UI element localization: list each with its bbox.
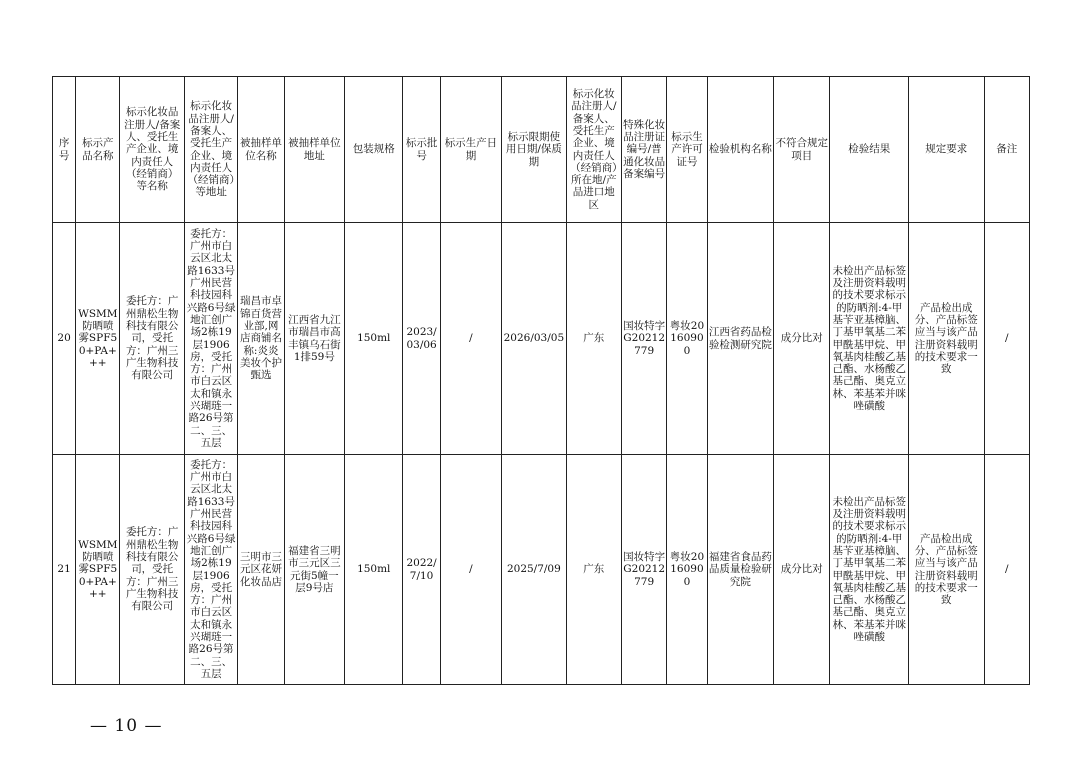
header-cell: 标示化妆品注册人/备案人、受托生产企业、境内责任人（经销商）等名称 <box>120 77 184 223</box>
table-cell: 2023/03/06 <box>403 223 440 455</box>
header-cell: 序号 <box>53 77 76 223</box>
header-cell: 标示限期使用日期/保质期 <box>502 77 566 223</box>
header-cell: 检验机构名称 <box>707 77 773 223</box>
table-cell: 产品检出成分、产品标签应当与该产品注册资料载明的技术要求一致 <box>909 455 985 685</box>
table-cell: 江西省药品检验检测研究院 <box>707 223 773 455</box>
page-number: — 10 — <box>90 716 163 736</box>
table-cell: 未检出产品标签及注册资料载明的技术要求标示的防晒剂:4-甲基苄亚基樟脑、丁基甲氧基二苯甲酰基甲烷、甲氧基肉桂酸乙基己酯、水杨酸乙基己酯、奥克立林、苯基苯并咪唑磺酸 <box>830 223 909 455</box>
table-cell: / <box>440 223 501 455</box>
table-cell: 江西省九江市瑞昌市高丰镇乌石街1排59号 <box>284 223 344 455</box>
header-cell: 标示化妆品注册人/备案人、受托生产企业、境内责任人（经销商）所在地/产品进口地区 <box>566 77 621 223</box>
table-cell: 国妆特字G20212779 <box>622 223 667 455</box>
table-cell: / <box>984 455 1029 685</box>
sampling-results-table <box>52 76 1030 685</box>
table-cell: 委托方：广州鼎松生物科技有限公司，受托方：广州三广生物科技有限公司 <box>120 455 184 685</box>
table-header-row <box>53 77 1030 223</box>
table-cell: 未检出产品标签及注册资料载明的技术要求标示的防晒剂:4-甲基苄亚基樟脑、丁基甲氧基二苯甲酰基甲烷、甲氧基肉桂酸乙基己酯、水杨酸乙基己酯、奥克立林、苯基苯并咪唑磺酸 <box>830 455 909 685</box>
header-cell: 规定要求 <box>909 77 985 223</box>
table-cell: 21 <box>53 455 76 685</box>
table-cell: 委托方：广州市白云区北太路1633号广州民营科技园科兴路6号绿地汇创广场2栋19层1906房，受托方：广州市白云区太和镇永兴瑚琏一路26号第二、三、五层 <box>184 223 237 455</box>
header-cell: 检验结果 <box>830 77 909 223</box>
table-cell: 20 <box>53 223 76 455</box>
table-cell: 粤妆20160900 <box>667 455 707 685</box>
table-row <box>53 223 1030 455</box>
table-cell: 福建省食品药品质量检验研究院 <box>707 455 773 685</box>
header-cell: 备注 <box>984 77 1029 223</box>
table-cell: 2026/03/05 <box>502 223 566 455</box>
table-cell: 广东 <box>566 223 621 455</box>
table-cell: 成分比对 <box>774 223 830 455</box>
table-cell: WSMM防晒喷雾SPF50+PA+++ <box>76 223 120 455</box>
table-cell: 委托方：广州市白云区北太路1633号广州民营科技园科兴路6号绿地汇创广场2栋19层1906房，受托方：广州市白云区太和镇永兴瑚琏一路26号第二、三、五层 <box>184 455 237 685</box>
header-cell: 被抽样单位地址 <box>284 77 344 223</box>
header-cell: 包装规格 <box>345 77 403 223</box>
table-cell: 国妆特字G20212779 <box>622 455 667 685</box>
header-cell: 被抽样单位名称 <box>238 77 284 223</box>
table-cell: 150ml <box>345 223 403 455</box>
header-cell: 特殊化妆品注册证编号/普通化妆品备案编号 <box>622 77 667 223</box>
header-cell: 不符合规定项目 <box>774 77 830 223</box>
table-cell: 三明市三元区花妍化妆品店 <box>238 455 284 685</box>
table-row <box>53 455 1030 685</box>
table-cell: / <box>984 223 1029 455</box>
table-cell: 成分比对 <box>774 455 830 685</box>
table-cell: 150ml <box>345 455 403 685</box>
table-cell: 广东 <box>566 455 621 685</box>
header-cell: 标示产品名称 <box>76 77 120 223</box>
table-cell: 产品检出成分、产品标签应当与该产品注册资料载明的技术要求一致 <box>909 223 985 455</box>
table-cell: 福建省三明市三元区三元街5幢一层9号店 <box>284 455 344 685</box>
table-cell: / <box>440 455 501 685</box>
header-cell: 标示生产许可证号 <box>667 77 707 223</box>
table-cell: 粤妆20160900 <box>667 223 707 455</box>
header-cell: 标示化妆品注册人/备案人、受托生产企业、境内责任人（经销商）等地址 <box>184 77 237 223</box>
table-cell: 瑞昌市卓锦百货营业部,网店商铺名称:炎炎美妆个护甄选 <box>238 223 284 455</box>
table-cell: 2025/7/09 <box>502 455 566 685</box>
header-cell: 标示生产日期 <box>440 77 501 223</box>
header-cell: 标示批号 <box>403 77 440 223</box>
table-cell: 委托方：广州鼎松生物科技有限公司，受托方：广州三广生物科技有限公司 <box>120 223 184 455</box>
table-cell: WSMM防晒喷雾SPF50+PA+++ <box>76 455 120 685</box>
table-cell: 2022/7/10 <box>403 455 440 685</box>
